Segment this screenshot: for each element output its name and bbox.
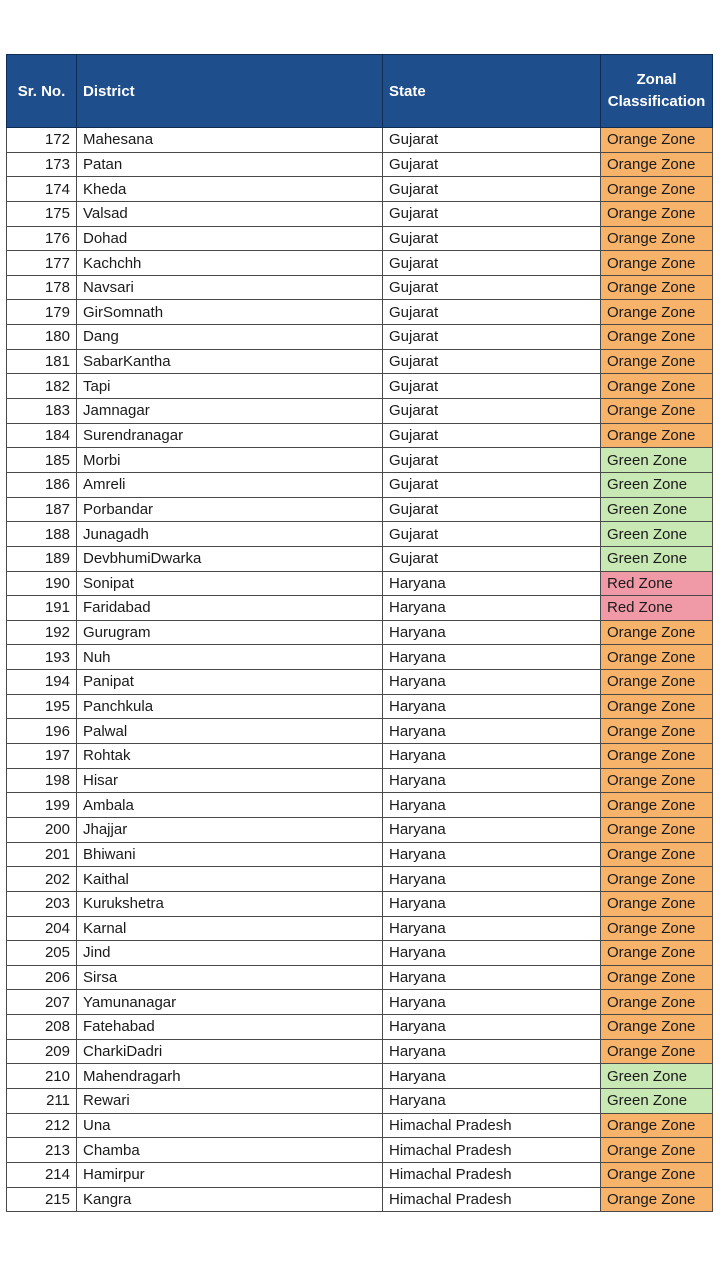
zone-cell: Orange Zone: [601, 201, 713, 226]
sr-no-cell: 174: [7, 177, 77, 202]
district-cell: Junagadh: [77, 522, 383, 547]
table-row: [7, 1187, 713, 1212]
zone-cell: Orange Zone: [601, 941, 713, 966]
district-cell: Rewari: [77, 1088, 383, 1113]
state-cell: Haryana: [383, 620, 601, 645]
table-row: [7, 965, 713, 990]
sr-no-cell: 176: [7, 226, 77, 251]
sr-no-cell: 211: [7, 1088, 77, 1113]
table-row: [7, 768, 713, 793]
zone-cell: Orange Zone: [601, 645, 713, 670]
district-cell: Kaithal: [77, 867, 383, 892]
district-cell: Kangra: [77, 1187, 383, 1212]
sr-no-cell: 215: [7, 1187, 77, 1212]
state-cell: Haryana: [383, 965, 601, 990]
zone-cell: Green Zone: [601, 546, 713, 571]
district-cell: Karnal: [77, 916, 383, 941]
table-row: [7, 1162, 713, 1187]
table-row: [7, 201, 713, 226]
state-cell: Gujarat: [383, 399, 601, 424]
zone-cell: Orange Zone: [601, 275, 713, 300]
sr-no-cell: 206: [7, 965, 77, 990]
district-cell: Fatehabad: [77, 1015, 383, 1040]
state-cell: Gujarat: [383, 177, 601, 202]
district-cell: CharkiDadri: [77, 1039, 383, 1064]
state-cell: Gujarat: [383, 472, 601, 497]
table-row: [7, 1064, 713, 1089]
zone-cell: Orange Zone: [601, 423, 713, 448]
sr-no-cell: 175: [7, 201, 77, 226]
state-cell: Gujarat: [383, 522, 601, 547]
state-cell: Gujarat: [383, 152, 601, 177]
district-cell: Valsad: [77, 201, 383, 226]
table-row: [7, 497, 713, 522]
state-cell: Haryana: [383, 1064, 601, 1089]
sr-no-cell: 203: [7, 891, 77, 916]
table-header: [7, 55, 713, 128]
zone-cell: Orange Zone: [601, 399, 713, 424]
table-row: [7, 817, 713, 842]
sr-no-cell: 188: [7, 522, 77, 547]
state-cell: Haryana: [383, 867, 601, 892]
header-zone-line1: Zonal: [636, 71, 677, 88]
sr-no-cell: 186: [7, 472, 77, 497]
sr-no-cell: 198: [7, 768, 77, 793]
zone-cell: Orange Zone: [601, 226, 713, 251]
district-cell: Morbi: [77, 448, 383, 473]
district-cell: Panchkula: [77, 694, 383, 719]
sr-no-cell: 200: [7, 817, 77, 842]
sr-no-cell: 191: [7, 596, 77, 621]
sr-no-cell: 182: [7, 374, 77, 399]
sr-no-cell: 205: [7, 941, 77, 966]
table-row: [7, 423, 713, 448]
state-cell: Gujarat: [383, 374, 601, 399]
district-cell: Hisar: [77, 768, 383, 793]
zonal-classification-table: [6, 54, 713, 1212]
sr-no-cell: 179: [7, 300, 77, 325]
table-row: [7, 522, 713, 547]
district-cell: Dang: [77, 325, 383, 350]
sr-no-cell: 187: [7, 497, 77, 522]
state-cell: Gujarat: [383, 497, 601, 522]
zone-cell: Green Zone: [601, 1088, 713, 1113]
state-cell: Himachal Pradesh: [383, 1187, 601, 1212]
district-cell: Jind: [77, 941, 383, 966]
sr-no-cell: 180: [7, 325, 77, 350]
state-cell: Haryana: [383, 670, 601, 695]
district-cell: DevbhumiDwarka: [77, 546, 383, 571]
zone-cell: Orange Zone: [601, 744, 713, 769]
zone-cell: Green Zone: [601, 1064, 713, 1089]
sr-no-cell: 199: [7, 793, 77, 818]
zone-cell: Red Zone: [601, 571, 713, 596]
state-cell: Haryana: [383, 645, 601, 670]
sr-no-cell: 189: [7, 546, 77, 571]
district-cell: Sirsa: [77, 965, 383, 990]
zone-cell: Orange Zone: [601, 152, 713, 177]
table-row: [7, 152, 713, 177]
district-cell: Faridabad: [77, 596, 383, 621]
state-cell: Haryana: [383, 719, 601, 744]
zone-cell: Orange Zone: [601, 719, 713, 744]
state-cell: Gujarat: [383, 349, 601, 374]
zone-cell: Orange Zone: [601, 768, 713, 793]
header-zone-line2: Classification: [607, 93, 706, 110]
sr-no-cell: 194: [7, 670, 77, 695]
table-row: [7, 571, 713, 596]
district-cell: Una: [77, 1113, 383, 1138]
district-cell: Sonipat: [77, 571, 383, 596]
state-cell: Haryana: [383, 941, 601, 966]
table-row: [7, 1039, 713, 1064]
district-cell: Panipat: [77, 670, 383, 695]
district-cell: Kheda: [77, 177, 383, 202]
zone-cell: Orange Zone: [601, 1187, 713, 1212]
table-row: [7, 128, 713, 153]
district-cell: Mahendragarh: [77, 1064, 383, 1089]
zone-cell: Orange Zone: [601, 867, 713, 892]
district-cell: Bhiwani: [77, 842, 383, 867]
table-row: [7, 694, 713, 719]
sr-no-cell: 207: [7, 990, 77, 1015]
district-cell: Hamirpur: [77, 1162, 383, 1187]
zone-cell: Red Zone: [601, 596, 713, 621]
sr-no-cell: 193: [7, 645, 77, 670]
table-row: [7, 941, 713, 966]
state-cell: Gujarat: [383, 423, 601, 448]
sr-no-cell: 214: [7, 1162, 77, 1187]
district-cell: Surendranagar: [77, 423, 383, 448]
table-row: [7, 177, 713, 202]
state-cell: Gujarat: [383, 300, 601, 325]
district-cell: Gurugram: [77, 620, 383, 645]
state-cell: Haryana: [383, 891, 601, 916]
district-cell: Kachchh: [77, 251, 383, 276]
district-cell: Dohad: [77, 226, 383, 251]
table-row: [7, 300, 713, 325]
sr-no-cell: 185: [7, 448, 77, 473]
zone-cell: Orange Zone: [601, 374, 713, 399]
zone-cell: Orange Zone: [601, 670, 713, 695]
header-row: [7, 55, 713, 128]
district-cell: Kurukshetra: [77, 891, 383, 916]
state-cell: Haryana: [383, 817, 601, 842]
sr-no-cell: 181: [7, 349, 77, 374]
table-row: [7, 275, 713, 300]
district-cell: Nuh: [77, 645, 383, 670]
zone-cell: Orange Zone: [601, 300, 713, 325]
table-row: [7, 891, 713, 916]
district-cell: Navsari: [77, 275, 383, 300]
sr-no-cell: 172: [7, 128, 77, 153]
zone-cell: Orange Zone: [601, 1039, 713, 1064]
state-cell: Haryana: [383, 571, 601, 596]
table-row: [7, 1015, 713, 1040]
district-cell: Rohtak: [77, 744, 383, 769]
state-cell: Haryana: [383, 1015, 601, 1040]
state-cell: Gujarat: [383, 546, 601, 571]
state-cell: Haryana: [383, 842, 601, 867]
state-cell: Gujarat: [383, 275, 601, 300]
district-cell: Palwal: [77, 719, 383, 744]
table-row: [7, 867, 713, 892]
zone-cell: Green Zone: [601, 497, 713, 522]
state-cell: Haryana: [383, 744, 601, 769]
zone-cell: Orange Zone: [601, 793, 713, 818]
sr-no-cell: 192: [7, 620, 77, 645]
state-cell: Himachal Pradesh: [383, 1162, 601, 1187]
state-cell: Himachal Pradesh: [383, 1113, 601, 1138]
state-cell: Haryana: [383, 694, 601, 719]
sr-no-cell: 204: [7, 916, 77, 941]
state-cell: Gujarat: [383, 201, 601, 226]
state-cell: Gujarat: [383, 226, 601, 251]
zone-cell: Orange Zone: [601, 990, 713, 1015]
sr-no-cell: 197: [7, 744, 77, 769]
table-body: [7, 128, 713, 1212]
table-row: [7, 448, 713, 473]
zone-cell: Orange Zone: [601, 620, 713, 645]
state-cell: Haryana: [383, 1088, 601, 1113]
sr-no-cell: 178: [7, 275, 77, 300]
table-row: [7, 251, 713, 276]
state-cell: Haryana: [383, 990, 601, 1015]
table-row: [7, 916, 713, 941]
state-cell: Haryana: [383, 596, 601, 621]
sr-no-cell: 201: [7, 842, 77, 867]
zone-cell: Orange Zone: [601, 1015, 713, 1040]
table-row: [7, 399, 713, 424]
sr-no-cell: 196: [7, 719, 77, 744]
district-cell: Amreli: [77, 472, 383, 497]
zonal-classification-sheet: [6, 54, 712, 1212]
table-row: [7, 793, 713, 818]
state-cell: Haryana: [383, 768, 601, 793]
zone-cell: Orange Zone: [601, 891, 713, 916]
sr-no-cell: 202: [7, 867, 77, 892]
header-sr-no: Sr. No.: [7, 55, 77, 128]
zone-cell: Orange Zone: [601, 817, 713, 842]
table-row: [7, 325, 713, 350]
district-cell: Yamunanagar: [77, 990, 383, 1015]
sr-no-cell: 173: [7, 152, 77, 177]
table-row: [7, 842, 713, 867]
district-cell: Jhajjar: [77, 817, 383, 842]
table-row: [7, 374, 713, 399]
table-row: [7, 596, 713, 621]
state-cell: Gujarat: [383, 128, 601, 153]
district-cell: Patan: [77, 152, 383, 177]
state-cell: Haryana: [383, 916, 601, 941]
table-row: [7, 744, 713, 769]
zone-cell: Orange Zone: [601, 349, 713, 374]
district-cell: Porbandar: [77, 497, 383, 522]
header-state: State: [383, 55, 601, 128]
zone-cell: Orange Zone: [601, 251, 713, 276]
district-cell: SabarKantha: [77, 349, 383, 374]
state-cell: Haryana: [383, 1039, 601, 1064]
sr-no-cell: 208: [7, 1015, 77, 1040]
state-cell: Gujarat: [383, 448, 601, 473]
table-row: [7, 226, 713, 251]
table-row: [7, 620, 713, 645]
district-cell: Tapi: [77, 374, 383, 399]
table-row: [7, 1088, 713, 1113]
zone-cell: Orange Zone: [601, 325, 713, 350]
zone-cell: Green Zone: [601, 522, 713, 547]
table-row: [7, 670, 713, 695]
district-cell: Chamba: [77, 1138, 383, 1163]
table-row: [7, 546, 713, 571]
sr-no-cell: 212: [7, 1113, 77, 1138]
header-district: District: [77, 55, 383, 128]
district-cell: Ambala: [77, 793, 383, 818]
zone-cell: Green Zone: [601, 472, 713, 497]
zone-cell: Orange Zone: [601, 916, 713, 941]
sr-no-cell: 190: [7, 571, 77, 596]
sr-no-cell: 184: [7, 423, 77, 448]
table-row: [7, 645, 713, 670]
table-row: [7, 1113, 713, 1138]
sr-no-cell: 209: [7, 1039, 77, 1064]
zone-cell: Orange Zone: [601, 694, 713, 719]
table-row: [7, 719, 713, 744]
header-zonal-classification: [601, 55, 713, 128]
zone-cell: Orange Zone: [601, 842, 713, 867]
table-row: [7, 349, 713, 374]
zone-cell: Orange Zone: [601, 1113, 713, 1138]
zone-cell: Orange Zone: [601, 965, 713, 990]
district-cell: Mahesana: [77, 128, 383, 153]
sr-no-cell: 195: [7, 694, 77, 719]
zone-cell: Orange Zone: [601, 128, 713, 153]
zone-cell: Green Zone: [601, 448, 713, 473]
sr-no-cell: 183: [7, 399, 77, 424]
sr-no-cell: 210: [7, 1064, 77, 1089]
zone-cell: Orange Zone: [601, 1138, 713, 1163]
district-cell: Jamnagar: [77, 399, 383, 424]
sr-no-cell: 177: [7, 251, 77, 276]
table-row: [7, 1138, 713, 1163]
sr-no-cell: 213: [7, 1138, 77, 1163]
state-cell: Gujarat: [383, 325, 601, 350]
district-cell: GirSomnath: [77, 300, 383, 325]
state-cell: Haryana: [383, 793, 601, 818]
zone-cell: Orange Zone: [601, 177, 713, 202]
table-row: [7, 990, 713, 1015]
table-row: [7, 472, 713, 497]
zone-cell: Orange Zone: [601, 1162, 713, 1187]
state-cell: Himachal Pradesh: [383, 1138, 601, 1163]
state-cell: Gujarat: [383, 251, 601, 276]
